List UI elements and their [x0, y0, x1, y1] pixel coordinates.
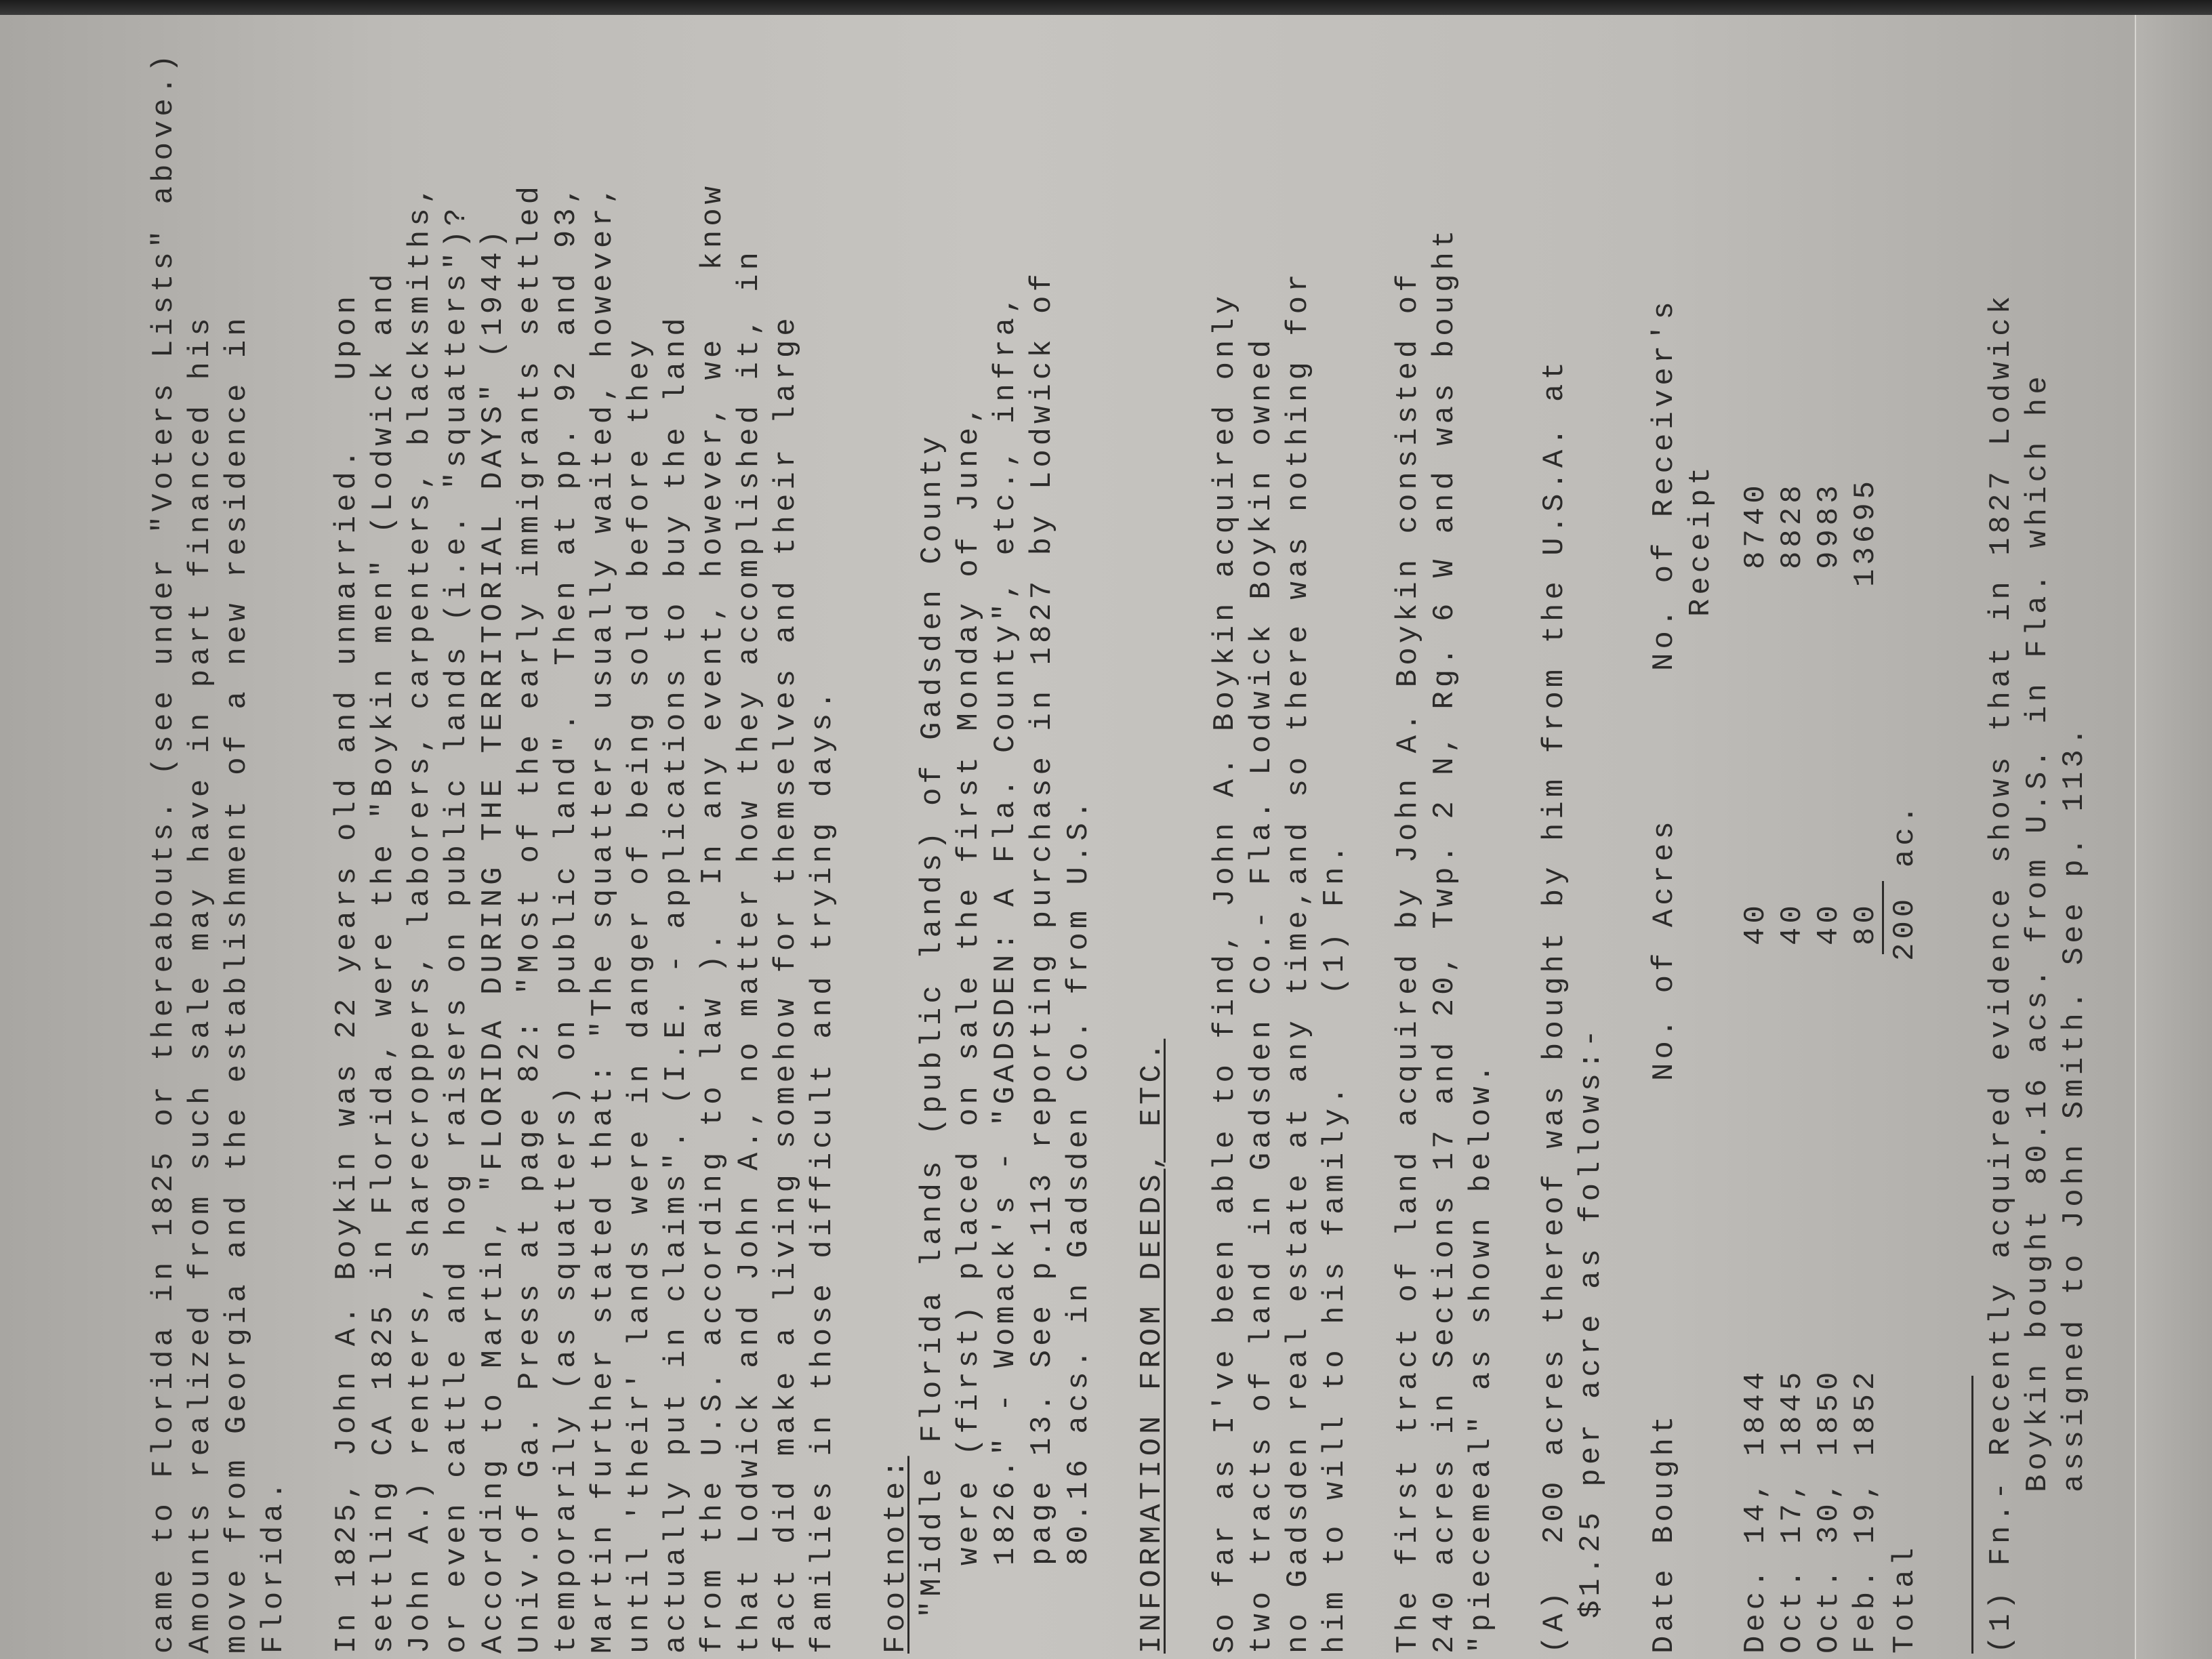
table-row-acres: 40: [1739, 901, 1773, 945]
text-line: were (first) placed on sale the first Monday of June,: [952, 401, 986, 1565]
text-line: The first tract of land acquired by John A. Boykin consisted of: [1391, 270, 1425, 1654]
purchase-table: [1646, 27, 1944, 1654]
table-row-date: Oct. 17, 1845: [1776, 1368, 1809, 1654]
table-header-receipt-2: Receipt: [1684, 463, 1718, 617]
deeds-paragraph-a: [1536, 27, 1610, 1654]
text-line: Univ.of Ga. Press at page 82: "Most of the early immigrants settled: [513, 182, 547, 1654]
intro-paragraph: [146, 27, 292, 1654]
table-row-date: Dec. 14, 1844: [1739, 1368, 1773, 1654]
text-line: temporarily (as squatters) on public land". Then at pp. 92 and 93,: [550, 182, 583, 1654]
table-row-receipt: 13695: [1849, 476, 1883, 587]
table-total-acres: 200: [1888, 895, 1922, 961]
text-line: no Gadsden real estate at any time,and so there was nothing for: [1282, 270, 1315, 1654]
sum-rule: [1882, 881, 1884, 954]
text-line: According to Martin, "FLORIDA DURING THE TERRITORIAL DAYS" (1944): [476, 226, 510, 1654]
table-header-acres: No. of Acres: [1647, 817, 1681, 1081]
text-line: page 13. See p.113 reporting purchase in 1827 by Lodwick of: [1025, 270, 1059, 1565]
table-row-date: Feb. 19, 1852: [1849, 1368, 1883, 1654]
text-line: assigned to John Smith. See p. 113.: [2057, 723, 2091, 1492]
deeds-paragraph-1: [1207, 27, 1353, 1654]
text-line: or even cattle and hog raisers on public lands (i.e. "squatters")?: [440, 204, 474, 1654]
text-line: came to Florida in 1825 or thereabouts. (see under "Voters Lists" above.): [147, 50, 181, 1654]
table-total-label: Total: [1888, 1543, 1922, 1654]
text-line: families in those difficult and trying days.: [806, 687, 840, 1654]
table-row-acres: 40: [1812, 901, 1846, 945]
table-header-date: Date Bought: [1647, 1412, 1681, 1654]
table-row-receipt: 8828: [1776, 481, 1809, 569]
text-line: Boykin bought 80.16 acs. from U.S. in Fla. which he: [2021, 372, 2055, 1492]
table-row-receipt: 8740: [1739, 481, 1773, 569]
bottom-footnote: [1983, 27, 2093, 1654]
text-line: 240 acres in Sections 17 and 20, Twp. 2 N, Rg. 6 W and was bought: [1428, 226, 1462, 1654]
text-line: Martin further stated that: "The squatters usually waited, however,: [586, 182, 620, 1654]
table-row-acres: 40: [1776, 901, 1809, 945]
table-row-date: Oct. 30, 1850: [1812, 1368, 1846, 1654]
table-row-receipt: 9983: [1812, 481, 1846, 569]
text-line: (A) 200 acres thereof was bought by him from the U.S.A. at: [1538, 358, 1572, 1654]
table-header-receipt: No. of Receiver's: [1647, 298, 1681, 671]
text-line: fact did make a living somehow for themselves and their large: [769, 314, 803, 1654]
section-heading: INFORMATION FROM DEEDS, ETC.: [1135, 1038, 1169, 1654]
text-line: two tracts of land in Gadsden Co.- Fla. Lodwick Boykin owned: [1245, 335, 1279, 1654]
text-line: him to will to his family. (1) Fn.: [1318, 841, 1352, 1654]
text-line: Florida.: [257, 1477, 291, 1654]
text-line: actually put in claims". (I.E. - applications to buy the land: [659, 314, 693, 1654]
footnote-block: [878, 27, 1097, 1654]
text-line: "Middle Florida lands (public lands) of Gadsden County: [916, 432, 949, 1618]
paragraph-1825: [329, 27, 841, 1654]
text-line: move from Georgia and the establishment of a new residence in: [220, 314, 254, 1654]
text-line: until 'their' lands were in danger of being sold before they: [623, 335, 657, 1654]
text-line: Amounts realized from such sale may have in part financed his: [184, 314, 218, 1654]
text-line: from the U.S. according to law ). In any event, however, we know: [696, 182, 730, 1654]
text-line: 80.16 acs. in Gadsden Co. from U.S.: [1062, 796, 1096, 1565]
photo-top-shadow: [0, 0, 2212, 15]
text-line: (1) Fn.- Recently acquired evidence shows that in 1827 Lodwick: [1984, 291, 2018, 1654]
text-line: In 1825, John A. Boykin was 22 years old and unmarried. Upon: [330, 291, 364, 1654]
text-line: John A.) renters, sharecroppers, laborers, carpenters, blacksmiths,: [403, 182, 437, 1654]
text-line: So far as I've been able to find, John A. Boykin acquired only: [1208, 291, 1242, 1654]
text-line: settling CA 1825 in Florida, were the "Boykin men" (Lodwick and: [367, 270, 401, 1654]
deeds-paragraph-2: [1390, 27, 1500, 1654]
text-line: that Lodwick and John A., no matter how they accomplished it, in: [733, 248, 766, 1654]
text-line: $1.25 per acre as follows:-: [1574, 1025, 1608, 1618]
text-line: 1826." - Womack's - "GADSDEN: A Fla. County", etc., infra,: [989, 291, 1023, 1565]
typed-document-page: [146, 27, 2212, 1654]
table-row-acres: 80: [1849, 901, 1883, 945]
text-line: "piecemeal" as shown below.: [1465, 1061, 1498, 1654]
footnote-rule: [1971, 1376, 1973, 1654]
table-total-unit: ac.: [1888, 801, 1922, 867]
footnote-heading: Footnote:: [879, 1456, 913, 1654]
